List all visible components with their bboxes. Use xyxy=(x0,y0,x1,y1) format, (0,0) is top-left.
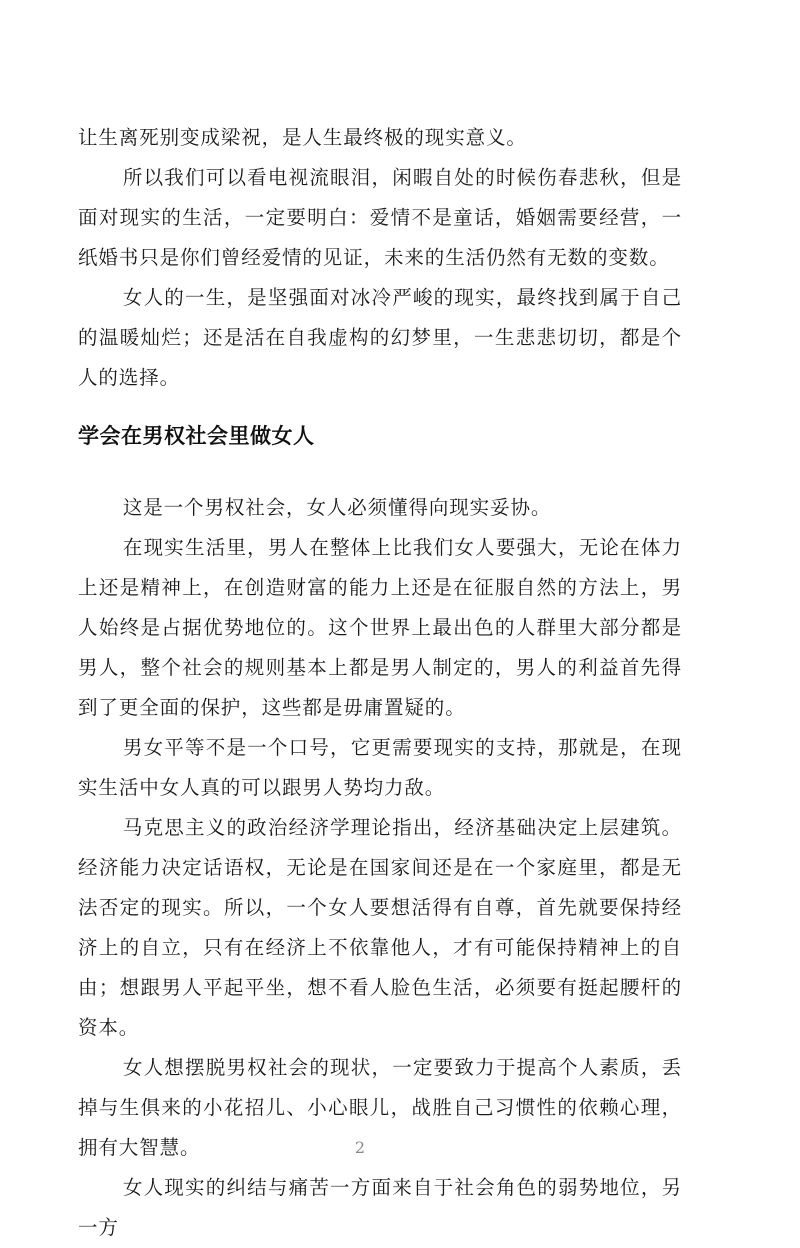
paragraph: 女人的一生，是坚强面对冰冷严峻的现实，最终找到属于自己的温暖灿烂；还是活在自我虚构的幻梦里，一生悲悲切切，都是个人的选择。 xyxy=(78,286,682,389)
paragraph: 男女平等不是一个口号，它更需要现实的支持，那就是，在现实生活中女人真的可以跟男人势均力敌。 xyxy=(78,736,682,799)
paragraph: 在现实生活里，男人在整体上比我们女人要强大，无论在体力上还是精神上，在创造财富的能力上还是在征服自然的方法上，男人始终是占据优势地位的。这个世界上最出色的人群里大部分都是男人，整个社会的规则基本上都是男人制定的，男人的利益首先得到了更全面的保护，这些都是毋庸置疑的。 xyxy=(78,536,682,719)
paragraph: 让生离死别变成梁祝，是人生最终极的现实意义。 xyxy=(78,126,527,149)
paragraph: 所以我们可以看电视流眼泪，闲暇自处的时候伤春悲秋，但是面对现实的生活，一定要明白：爱情不是童话，婚姻需要经营，一纸婚书只是你们曾经爱情的见证，未来的生活仍然有无数的变数。 xyxy=(78,166,682,269)
paragraph: 这是一个男权社会，女人必须懂得向现实妥协。 xyxy=(122,496,552,519)
page-number: 2 xyxy=(354,1138,366,1157)
section-2-text xyxy=(78,488,682,1248)
paragraph: 马克思主义的政治经济学理论指出，经济基础决定上层建筑。经济能力决定话语权，无论是在国家间还是在一个家庭里，都是无法否定的现实。所以，一个女人要想活得有自尊，首先就要保持经济上的自立，只有在经济上不依靠他人，才有可能保持精神上的自由；想跟男人平起平坐，想不看人脸色生活，必须要有挺起腰杆的资本。 xyxy=(78,816,682,1039)
paragraph: 女人现实的纠结与痛苦一方面来自于社会角色的弱势地位，另一方 xyxy=(78,1176,682,1239)
paragraph: 女人想摆脱男权社会的现状，一定要致力于提高个人素质，丢掉与生俱来的小花招儿、小心眼儿，战胜自己习惯性的依赖心理，拥有大智慧。 xyxy=(78,1056,682,1159)
section-1-text xyxy=(78,118,682,398)
section-heading: 学会在男权社会里做女人 xyxy=(78,424,315,448)
